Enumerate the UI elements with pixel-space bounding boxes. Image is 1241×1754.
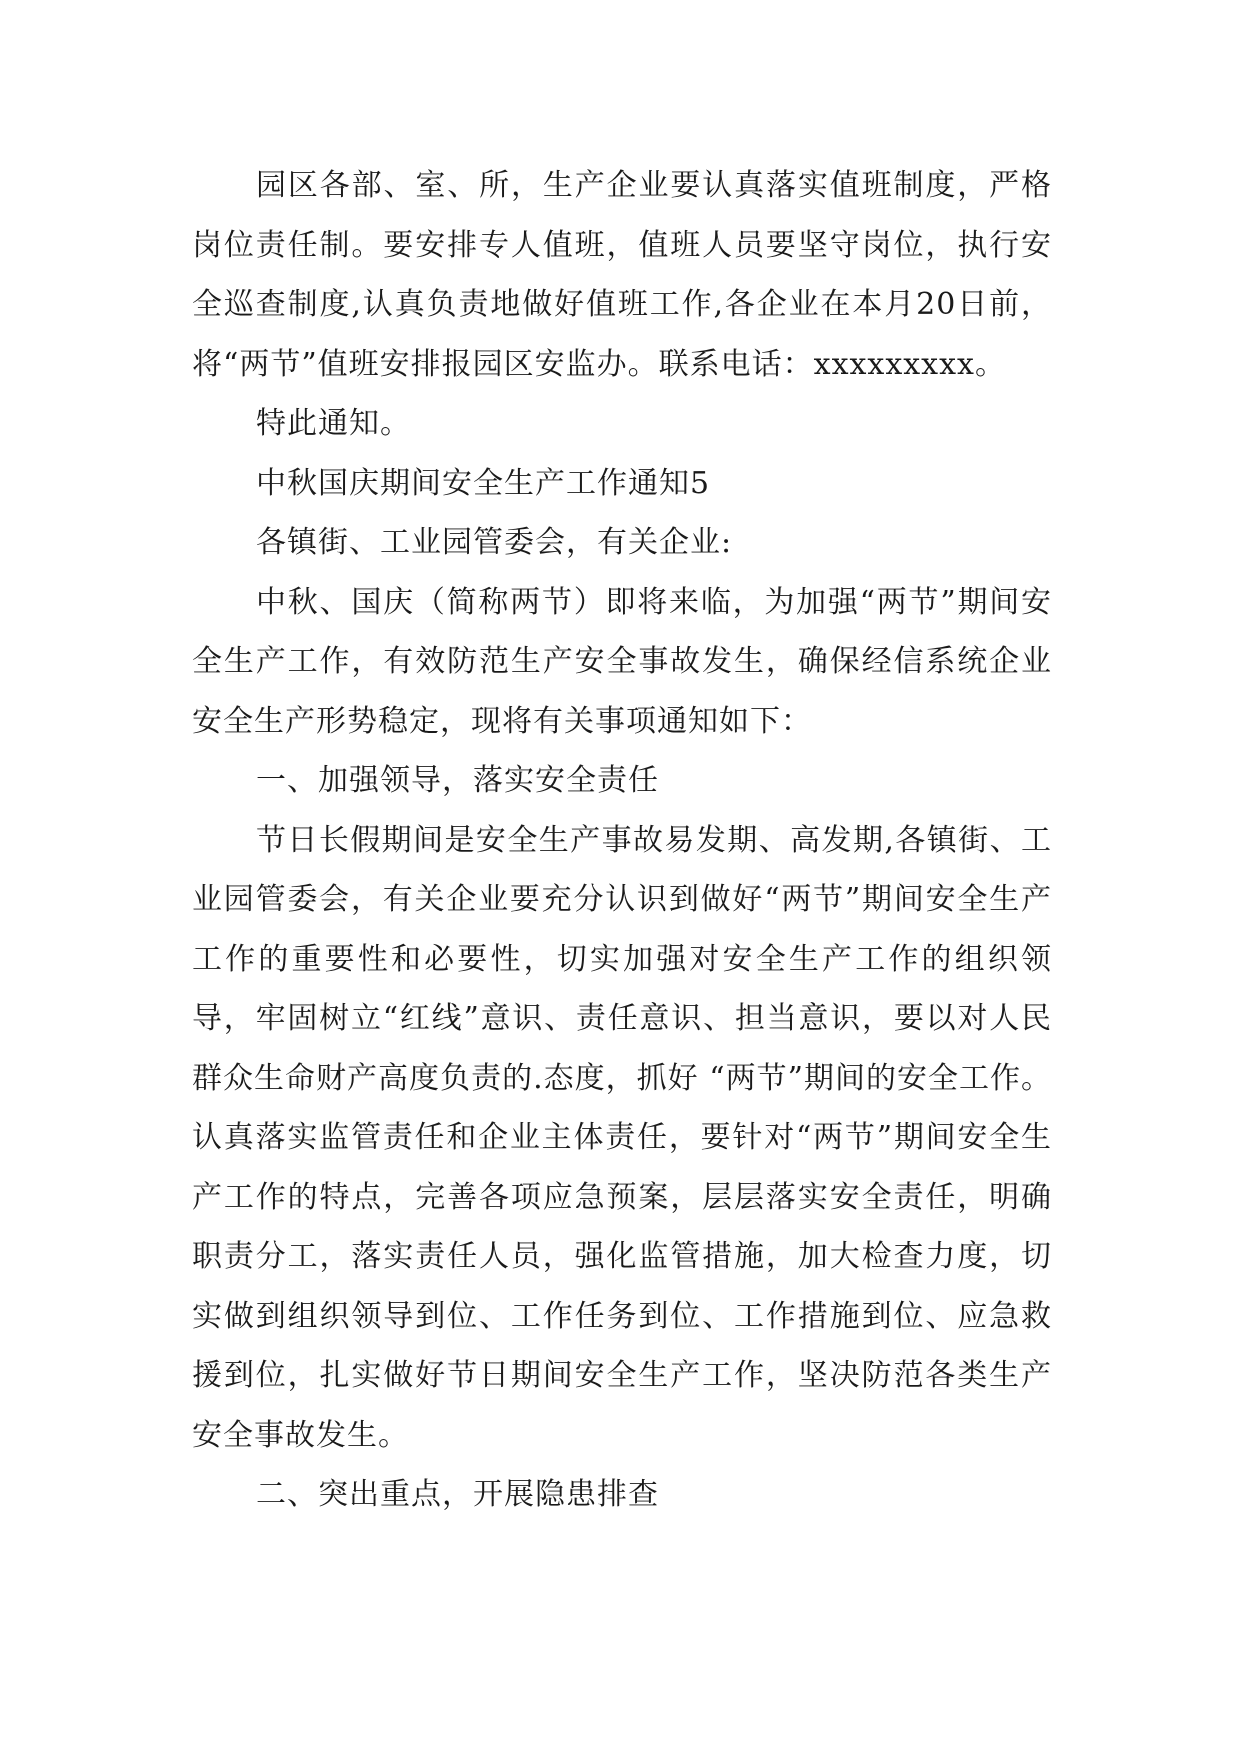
section-heading-2: 二、突出重点，开展隐患排查 (256, 1477, 659, 1512)
paragraph-introduction: 中秋、国庆（简称两节）即将来临，为加强“两节”期间安全生产工作，有效防范生产安全事故发生，确保经信系统企业安全生产形势稳定，现将有关事项通知如下： (192, 584, 1052, 739)
paragraph-duty-arrangement: 园区各部、室、所，生产企业要认真落实值班制度，严格岗位责任制。要安排专人值班，值班人员要坚守岗位，执行安全巡查制度,认真负责地做好值班工作,各企业在本月20日前，将“两节”值班安排报园区安监办。联系电话：xxxxxxxxx。 (192, 168, 1052, 382)
section-heading-1: 一、加强领导，落实安全责任 (256, 763, 659, 798)
paragraph-addressees: 各镇街、工业园管委会，有关企业: (256, 525, 733, 560)
paragraph-notice-title: 中秋国庆期间安全生产工作通知5 (256, 465, 711, 501)
paragraph-section-1-body: 节日长假期间是安全生产事故易发期、高发期,各镇街、工业园管委会，有关企业要充分认识到做好“两节”期间安全生产工作的重要性和必要性，切实加强对安全生产工作的组织领导，牢固树立“红线”意识、责任意识、担当意识，要以对人民群众生命财产高度负责的.态度，抓好 “两节”期间的安全工作。认真落实监管责任和企业主体责任，要针对“两节”期间安全生产工作的特点，完善各项应急预案，层层落实安全责任，明确职责分工，落实责任人员，强化监管措施，加大检查力度，切实做到组织领导到位、工作任务到位、工作措施到位、应急救援到位，扎实做好节日期间安全生产工作，坚决防范各类生产安全事故发生。 (192, 822, 1052, 1453)
document-body (192, 156, 1052, 1525)
paragraph-notice-closing: 特此通知。 (256, 406, 411, 441)
